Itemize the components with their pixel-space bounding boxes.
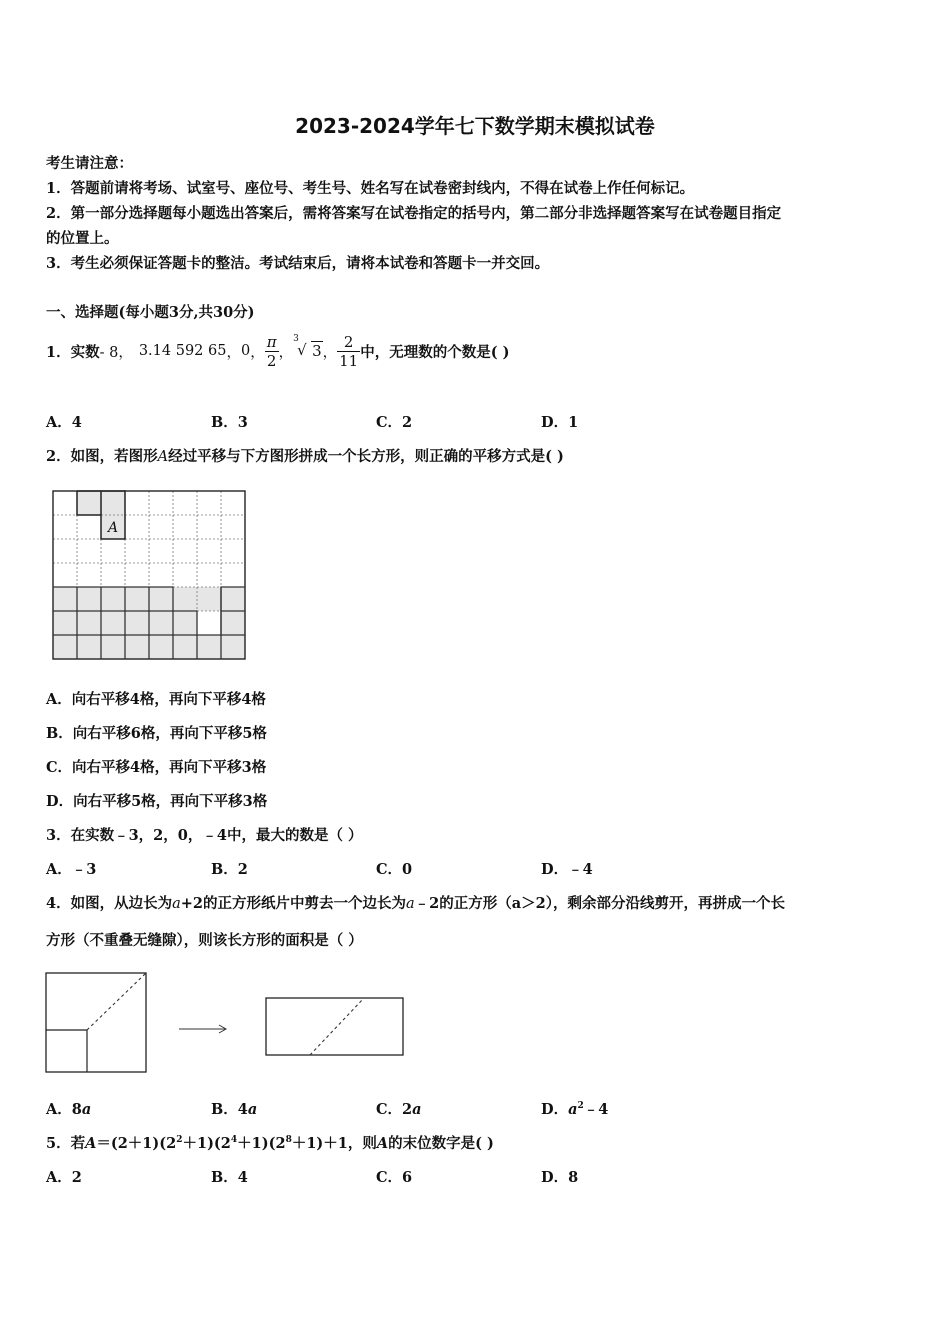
q5-expr: ＋1)(2 bbox=[237, 1135, 286, 1152]
question-4-line1 bbox=[46, 892, 785, 913]
option-var: a bbox=[568, 1101, 578, 1118]
q2-stem: 经过平移与下方图形拼成一个长方形，则正确的平移方式是( ) bbox=[168, 448, 564, 465]
q1-option-a[interactable]: A．4 bbox=[46, 414, 82, 431]
notice-item: 3．考生必须保证答题卡的整洁。考试结束后，请将本试卷和答题卡一并交回。 bbox=[46, 255, 550, 272]
q4-option-c[interactable] bbox=[376, 1098, 422, 1119]
q2-grid-figure bbox=[50, 488, 250, 664]
q4-option-b[interactable] bbox=[211, 1098, 257, 1119]
option-label: D． bbox=[541, 1101, 569, 1118]
grid-shaded-region bbox=[53, 587, 221, 659]
q1-value: 3.14 592 65 bbox=[138, 343, 227, 359]
q2-option-d[interactable]: D．向右平移5格，再向下平移3格 bbox=[46, 793, 268, 810]
q3-option-a[interactable]: A．﹣3 bbox=[46, 861, 97, 878]
option-label: B．4 bbox=[211, 1101, 248, 1118]
q5-var: A bbox=[376, 1135, 389, 1152]
notice-item: 的位置上。 bbox=[46, 230, 119, 247]
q5-var: A bbox=[85, 1135, 97, 1152]
question-4-line2: 方形（不重叠无缝隙），则该长方形的面积是（ ） bbox=[46, 932, 363, 949]
q1-option-d[interactable]: D．1 bbox=[541, 414, 579, 431]
q5-expr: ＋1)(2 bbox=[182, 1135, 231, 1152]
q3-option-d[interactable]: D．﹣4 bbox=[541, 861, 593, 878]
q1-option-c[interactable]: C．2 bbox=[376, 414, 413, 431]
q3-option-b[interactable]: B．2 bbox=[211, 861, 248, 878]
fraction-numerator: π bbox=[266, 332, 277, 351]
q2-option-a[interactable]: A．向右平移4格，再向下平移4格 bbox=[46, 691, 266, 708]
q5-expr: ＋1)＋1，则 bbox=[291, 1135, 377, 1152]
root-index: 3 bbox=[293, 334, 299, 344]
question-5 bbox=[46, 1132, 494, 1153]
q1-sep: ， bbox=[226, 344, 241, 361]
fraction-denominator: 2 bbox=[266, 351, 277, 370]
cut-line bbox=[87, 973, 146, 1030]
radical-icon: √ bbox=[297, 341, 307, 359]
q3-option-c[interactable]: C．0 bbox=[376, 861, 413, 878]
result-rectangle bbox=[266, 998, 403, 1055]
q1-sep: ， bbox=[250, 344, 265, 361]
q1-sep: ， bbox=[322, 344, 338, 361]
notice-item: 2．第一部分选择题每小题选出答案后，需将答案写在试卷指定的括号内，第二部分非选择题答案写在试卷题目指定 bbox=[46, 205, 782, 222]
page-title: 2023-2024学年七下数学期末模拟试卷 bbox=[295, 114, 655, 138]
notice-heading: 考生请注意： bbox=[46, 155, 133, 172]
question-1 bbox=[46, 328, 509, 374]
q4-stem: +2的正方形纸片中剪去一个边长为 bbox=[180, 895, 406, 912]
q1-value: - 8， bbox=[99, 344, 133, 361]
root-value: 3 bbox=[312, 342, 322, 360]
q4-option-a[interactable] bbox=[46, 1098, 91, 1119]
option-label: C．2 bbox=[376, 1101, 413, 1118]
q1-fraction bbox=[337, 333, 360, 370]
q2-option-c[interactable]: C．向右平移4格，再向下平移3格 bbox=[46, 759, 267, 776]
q2-stem: 2．如图，若图形 bbox=[46, 448, 158, 465]
q1-prefix: 1．实数 bbox=[46, 343, 100, 361]
q1-suffix: 中，无理数的个数是( ) bbox=[360, 343, 510, 361]
q4-stem: 4．如图，从边长为 bbox=[46, 895, 173, 912]
option-exponent: 2 bbox=[577, 1101, 584, 1112]
q5-option-c[interactable]: C．6 bbox=[376, 1169, 413, 1186]
q4-option-d[interactable] bbox=[541, 1098, 608, 1119]
fraction-numerator: 2 bbox=[337, 333, 360, 352]
grid-blank-notch bbox=[197, 611, 221, 635]
option-var: a bbox=[412, 1101, 422, 1118]
option-var: a bbox=[81, 1101, 92, 1118]
q4-var: a bbox=[406, 896, 415, 912]
q4-var: a bbox=[172, 896, 181, 912]
q5-option-a[interactable]: A．2 bbox=[46, 1169, 82, 1186]
q5-exponent: 4 bbox=[230, 1135, 238, 1146]
fraction-denominator: 11 bbox=[339, 351, 359, 370]
arrow-icon bbox=[177, 1022, 229, 1036]
q1-option-b[interactable]: B．3 bbox=[211, 414, 248, 431]
notice-item: 1．答题前请将考场、试室号、座位号、考生号、姓名写在试卷密封线内，不得在试卷上作任何标记。 bbox=[46, 180, 695, 197]
q2-option-b[interactable]: B．向右平移6格，再向下平移5格 bbox=[46, 725, 267, 742]
q4-square-figure bbox=[44, 970, 150, 1076]
q5-option-b[interactable]: B．4 bbox=[211, 1169, 248, 1186]
question-3: 3．在实数﹣3，2，0，﹣4中，最大的数是（ ） bbox=[46, 827, 363, 844]
q2-var: A bbox=[157, 449, 169, 465]
cut-line bbox=[310, 998, 364, 1055]
q5-exponent: 8 bbox=[285, 1135, 292, 1146]
q1-value: 0 bbox=[240, 343, 251, 359]
q4-rectangle-figure bbox=[264, 996, 406, 1058]
q1-fraction-pi bbox=[265, 333, 279, 370]
q5-stem: 的末位数字是( ) bbox=[388, 1135, 494, 1152]
option-label: A．8 bbox=[46, 1101, 82, 1118]
q5-exponent: 2 bbox=[176, 1135, 183, 1146]
q1-sep: ， bbox=[278, 344, 294, 361]
shape-a-label: A bbox=[108, 520, 119, 536]
q1-cube-root bbox=[293, 334, 323, 360]
question-2 bbox=[46, 445, 564, 466]
q5-stem: 5．若 bbox=[46, 1135, 86, 1152]
option-var: a bbox=[247, 1101, 258, 1118]
q5-expr: ＝(2＋1)(2 bbox=[96, 1135, 177, 1152]
section-heading: 一、选择题(每小题3分,共30分) bbox=[46, 304, 255, 321]
q4-stem: ﹣2的正方形（a＞2），剩余部分沿线剪开，再拼成一个长 bbox=[414, 895, 785, 912]
grid-shaded-region bbox=[221, 635, 245, 659]
q5-option-d[interactable]: D．8 bbox=[541, 1169, 579, 1186]
option-tail: ﹣4 bbox=[583, 1101, 609, 1118]
